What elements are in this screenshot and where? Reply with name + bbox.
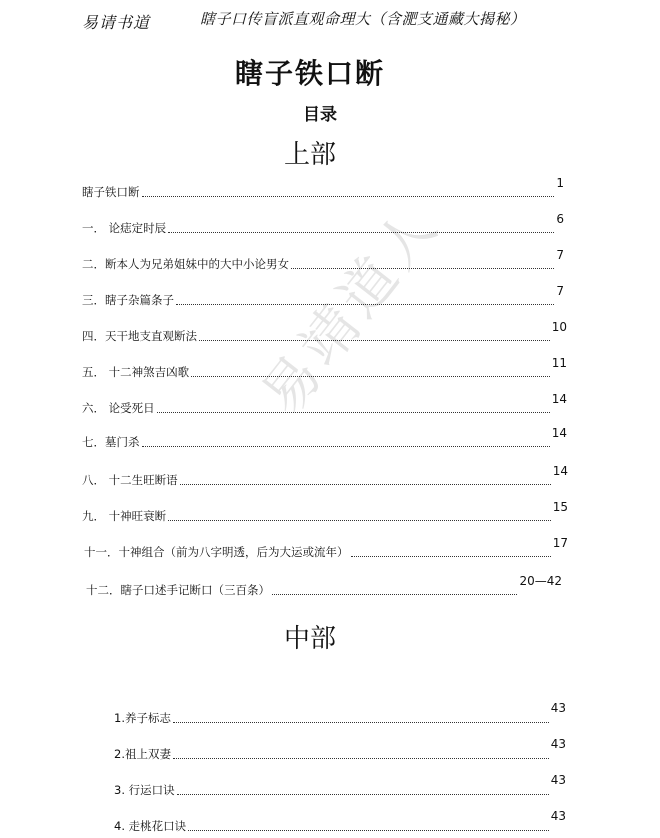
- toc-entry-label: 五． 十二神煞吉凶歌: [82, 365, 190, 379]
- toc-entry-label: 瞎子铁口断: [82, 185, 140, 199]
- dot-leader: [180, 484, 551, 485]
- toc-entry-page: 7: [556, 248, 564, 262]
- dot-leader: [177, 794, 549, 795]
- dot-leader: [142, 196, 555, 197]
- toc-entry-page: 20—42: [519, 574, 562, 588]
- toc-entry: [114, 809, 566, 834]
- dot-leader: [173, 722, 549, 723]
- header-right: 瞎子口传盲派直观命理大（含淝支通藏大揭秘）: [200, 10, 526, 28]
- toc-entry-page: 14: [551, 426, 567, 440]
- toc-entry-label: 六． 论受死日: [82, 401, 155, 415]
- toc-entry-page: 14: [551, 392, 567, 406]
- book-title: 瞎子铁口断: [234, 57, 385, 90]
- part-middle-heading: 中部: [283, 624, 336, 654]
- dot-leader: [168, 232, 554, 233]
- toc-entry-page: 14: [552, 464, 568, 478]
- toc-entry: [114, 773, 566, 798]
- toc-entry: [114, 737, 566, 762]
- toc-entry-label: 七．墓门杀: [82, 435, 140, 449]
- watermark: 易靖道人: [249, 191, 454, 428]
- toc-entry: [82, 248, 564, 272]
- dot-leader: [191, 376, 550, 377]
- toc-entry-label: 十一．十神组合（前为八字明透，后为大运或流年）: [84, 545, 349, 559]
- toc-entry-label: 4. 走桃花口诀: [114, 819, 187, 833]
- header-left: 易请书道: [82, 13, 151, 32]
- toc-entry-page: 15: [552, 500, 568, 514]
- toc-entry-page: 43: [550, 773, 566, 787]
- dot-leader: [157, 412, 550, 413]
- toc-entry: [82, 464, 568, 488]
- toc-entry-label: 一． 论痣定时辰: [82, 221, 167, 235]
- dot-leader: [142, 446, 550, 447]
- dot-leader: [199, 340, 550, 341]
- toc-entry: [84, 536, 568, 560]
- toc-entry: [82, 212, 564, 236]
- toc-entry-label: 二．断本人为兄弟姐妹中的大中小论男女: [82, 257, 289, 271]
- toc-entry-page: 43: [550, 701, 566, 715]
- toc-entry: [82, 426, 567, 450]
- toc-entry-label: 九． 十神旺衰断: [82, 509, 167, 523]
- toc-entry-page: 6: [556, 212, 564, 226]
- toc-entry: [82, 356, 567, 380]
- dot-leader: [176, 304, 554, 305]
- dot-leader: [173, 758, 549, 759]
- toc-entry-label: 3. 行运口诀: [114, 783, 175, 797]
- toc-entry: [82, 320, 567, 344]
- toc-entry-page: 7: [556, 284, 564, 298]
- dot-leader: [188, 830, 549, 831]
- dot-leader: [351, 556, 551, 557]
- toc-entry-page: 11: [551, 356, 567, 370]
- toc-entry-page: 43: [550, 737, 566, 751]
- toc-heading: 目录: [303, 105, 337, 125]
- toc-entry-page: 1: [556, 176, 564, 190]
- toc-entry-label: 三．瞎子杂篇条子: [82, 293, 174, 307]
- toc-entry: [82, 284, 564, 308]
- toc-entry-label: 十二．瞎子口述手记断口（三百条）: [86, 583, 270, 597]
- dot-leader: [291, 268, 554, 269]
- part-upper-heading: 上部: [283, 140, 336, 170]
- toc-entry-label: 2.祖上双妻: [114, 747, 171, 761]
- toc-entry: [86, 574, 562, 598]
- toc-entry-page: 43: [550, 809, 566, 823]
- toc-entry-label: 1.养子标志: [114, 711, 171, 725]
- toc-entry-label: 八． 十二生旺断语: [82, 473, 178, 487]
- toc-entry-page: 10: [551, 320, 567, 334]
- toc-entry-label: 四．天干地支直观断法: [82, 329, 197, 343]
- toc-entry: [82, 176, 564, 200]
- toc-entry: [82, 392, 567, 416]
- toc-entry: [114, 701, 566, 726]
- dot-leader: [168, 520, 551, 521]
- dot-leader: [272, 594, 517, 595]
- toc-entry: [82, 500, 568, 524]
- toc-entry-page: 17: [552, 536, 568, 550]
